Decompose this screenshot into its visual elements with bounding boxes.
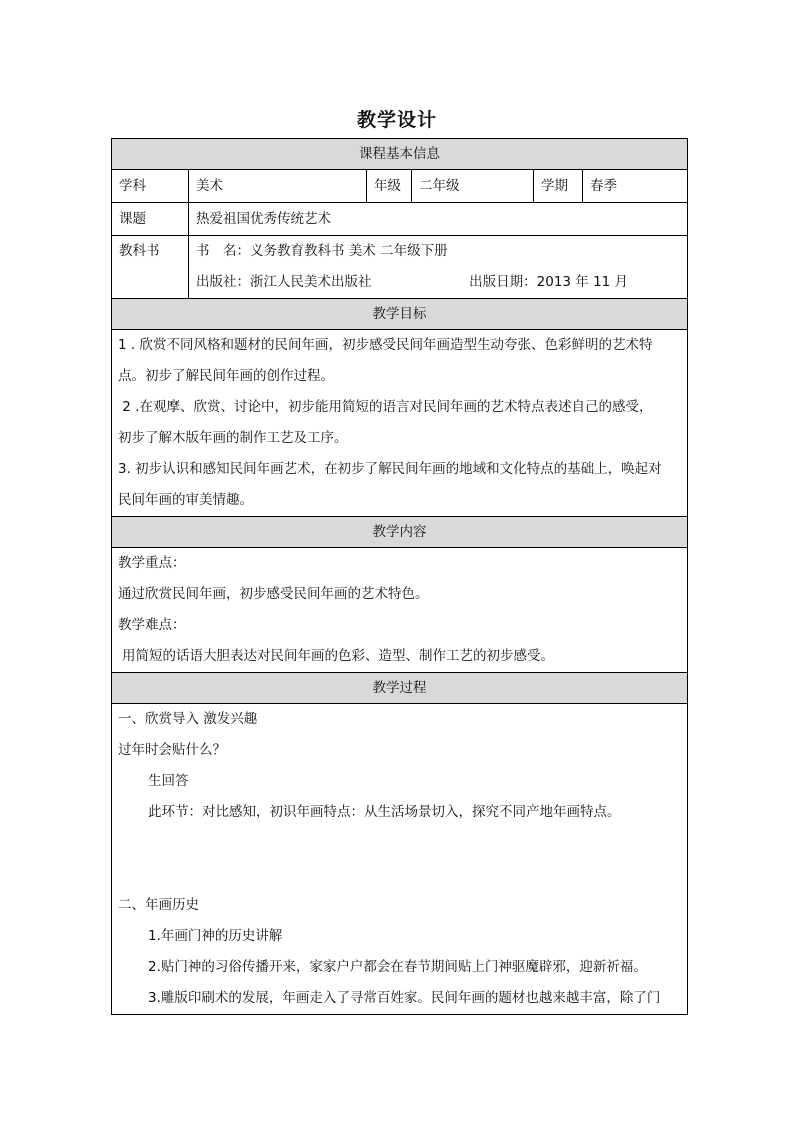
- goal-line: 2 .在观摩、欣赏、讨论中，初步能用简短的语言对民间年画的艺术特点表述自己的感受，: [118, 399, 653, 415]
- basic-info-header: 课程基本信息: [112, 139, 688, 170]
- history-item-2: 2.贴门神的习俗传播开来，家家户户都会在春节期间贴上门神驱魔辟邪，迎新祈福。: [148, 959, 647, 975]
- grade-value: 二年级: [412, 170, 534, 203]
- answer: 生回答: [148, 773, 189, 789]
- content-body: [112, 548, 688, 673]
- content-header: 教学内容: [112, 517, 688, 548]
- key-point-label: 教学重点：: [118, 555, 186, 571]
- history-item-1: 1.年画门神的历史讲解: [148, 928, 283, 944]
- page-title: 教学设计: [356, 109, 437, 131]
- subject-value: 美术: [189, 170, 367, 203]
- section1-note: 此环节：对比感知，初识年画特点：从生活场景切入，探究不同产地年画特点。: [148, 804, 621, 820]
- textbook-label: 教科书: [112, 236, 189, 299]
- publish-date: 出版日期：2013 年 11 月: [469, 274, 629, 290]
- goals-body: [112, 330, 688, 517]
- key-point-text: 通过欣赏民间年画，初步感受民间年画的艺术特色。: [118, 586, 429, 602]
- goal-line: 点。初步了解民间年画的创作过程。: [118, 368, 334, 384]
- term-value: 春季: [583, 170, 688, 203]
- subject-label: 学科: [112, 170, 189, 203]
- publisher: 出版社：浙江人民美术出版社: [196, 274, 372, 290]
- publisher-row: [196, 267, 680, 298]
- book-name: 书 名：义务教育教科书 美术 二年级下册: [196, 243, 448, 259]
- lesson-plan-table: [111, 138, 688, 1015]
- goal-line: 民间年画的审美情趣。: [118, 492, 253, 508]
- term-label: 学期: [534, 170, 583, 203]
- section1-title: 一、欣赏导入 激发兴趣: [118, 711, 258, 727]
- process-header: 教学过程: [112, 673, 688, 704]
- goal-line: 初步了解木版年画的制作工艺及工序。: [118, 430, 348, 446]
- history-item-3: 3.雕版印刷术的发展，年画走入了寻常百姓家。民间年画的题材也越来越丰富，除了门: [148, 990, 661, 1006]
- topic-value: 热爱祖国优秀传统艺术: [189, 203, 688, 236]
- goal-line: 1 . 欣赏不同风格和题材的民间年画，初步感受民间年画造型生动夸张、色彩鲜明的艺术特: [118, 337, 653, 353]
- difficulty-text: 用简短的话语大胆表达对民间年画的色彩、造型、制作工艺的初步感受。: [122, 648, 554, 664]
- difficulty-label: 教学难点：: [118, 617, 186, 633]
- goal-line: 3. 初步认识和感知民间年画艺术，在初步了解民间年画的地域和文化特点的基础上，唤起对: [118, 461, 662, 477]
- goals-header: 教学目标: [112, 299, 688, 330]
- section2-title: 二、年画历史: [118, 897, 199, 913]
- question: 过年时会贴什么？: [118, 742, 226, 758]
- textbook-info: [189, 236, 688, 299]
- topic-label: 课题: [112, 203, 189, 236]
- process-body: [112, 704, 688, 1015]
- grade-label: 年级: [367, 170, 412, 203]
